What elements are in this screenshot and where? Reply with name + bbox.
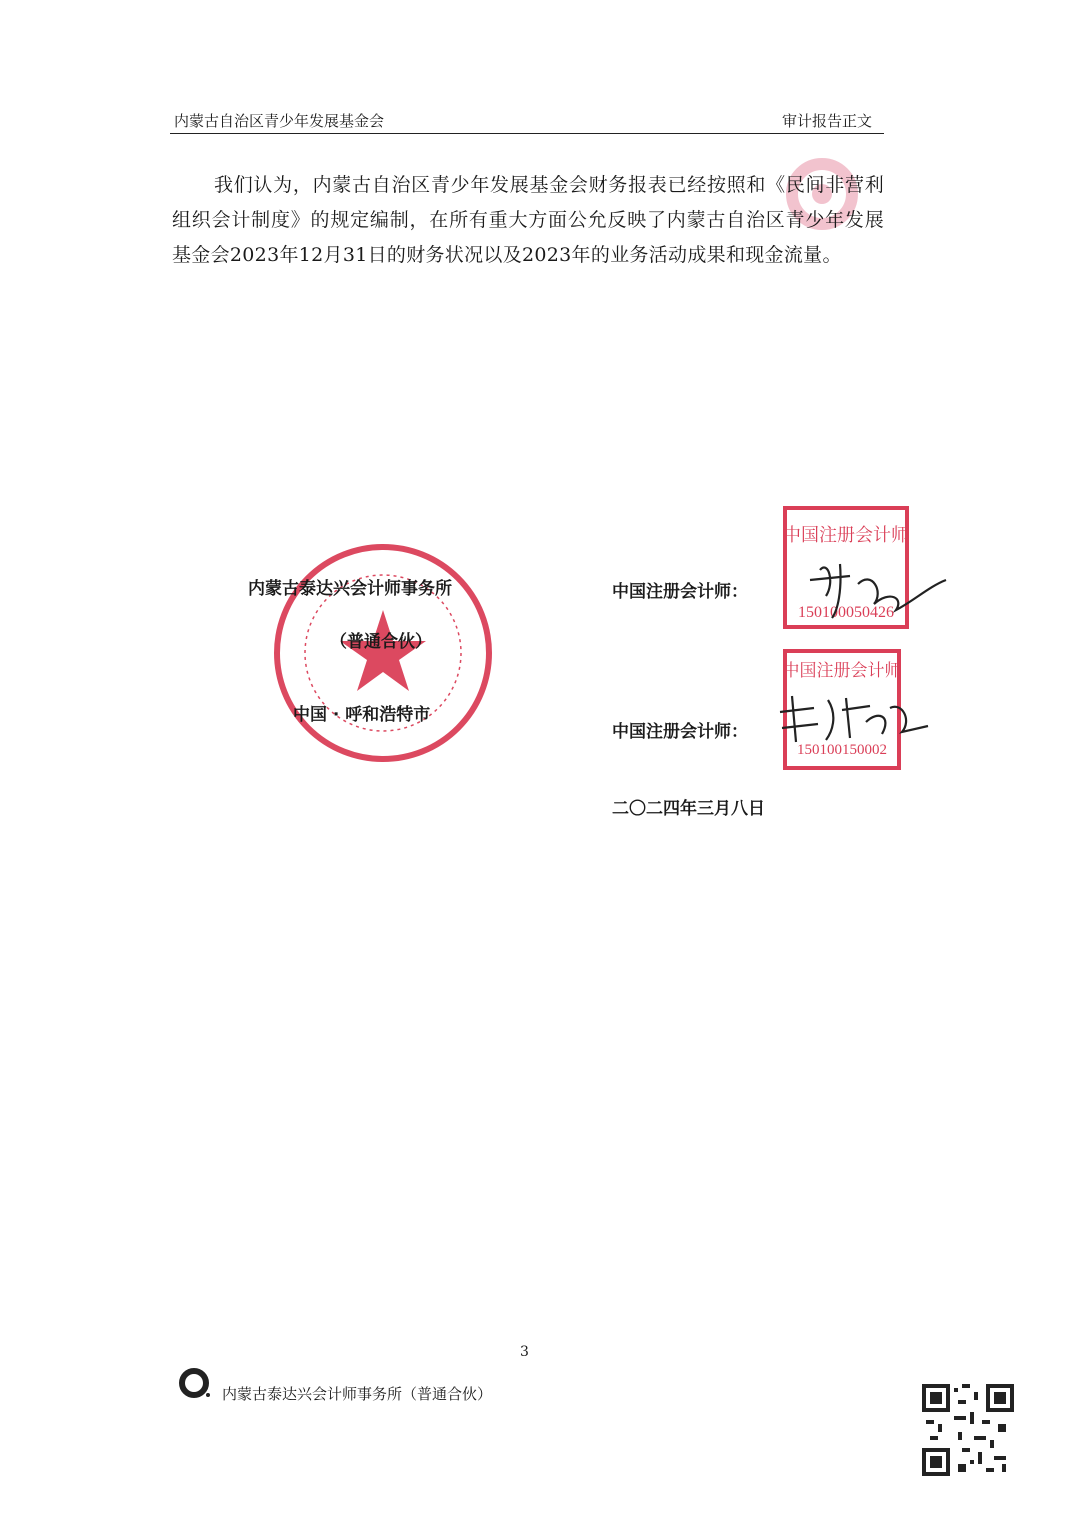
header-report-section: 审计报告正文 [782,112,873,130]
cpa-seal-1-title: 中国注册会计师 [783,525,909,545]
footer-firm-logo [174,1365,218,1399]
cpa-signature-2 [762,680,932,750]
firm-location: 中国 · 呼和浩特市 [293,705,431,725]
cpa-seal-2-title: 中国注册会计师 [782,661,902,680]
cpa-label-2: 中国注册会计师： [612,722,748,742]
cpa-seal-2-number: 150100150002 [797,742,887,758]
cpa-label-1: 中国注册会计师： [612,582,748,602]
audit-opinion-paragraph: 我们认为，内蒙古自治区青少年发展基金会财务报表已经按照和《民间非营利组织会计制度》的规定编制，在所有重大方面公允反映了内蒙古自治区青少年发展基金会2023年12月31日的财务状况以及2023年的业务活动成果和现金流量。 [172,174,884,266]
verification-qr-code [922,1384,1014,1476]
footer-firm-name: 内蒙古泰达兴会计师事务所（普通合伙） [222,1385,493,1403]
cpa-signature-1 [780,540,950,630]
cpa-seal-1-number: 150100050426 [798,604,894,621]
firm-name: 内蒙古泰达兴会计师事务所 [248,579,452,599]
header-client-name: 内蒙古自治区青少年发展基金会 [174,112,385,130]
header-divider [170,133,884,134]
report-date: 二〇二四年三月八日 [612,799,765,819]
firm-partnership-type: （普通合伙） [330,632,432,652]
page-number: 3 [520,1344,529,1360]
